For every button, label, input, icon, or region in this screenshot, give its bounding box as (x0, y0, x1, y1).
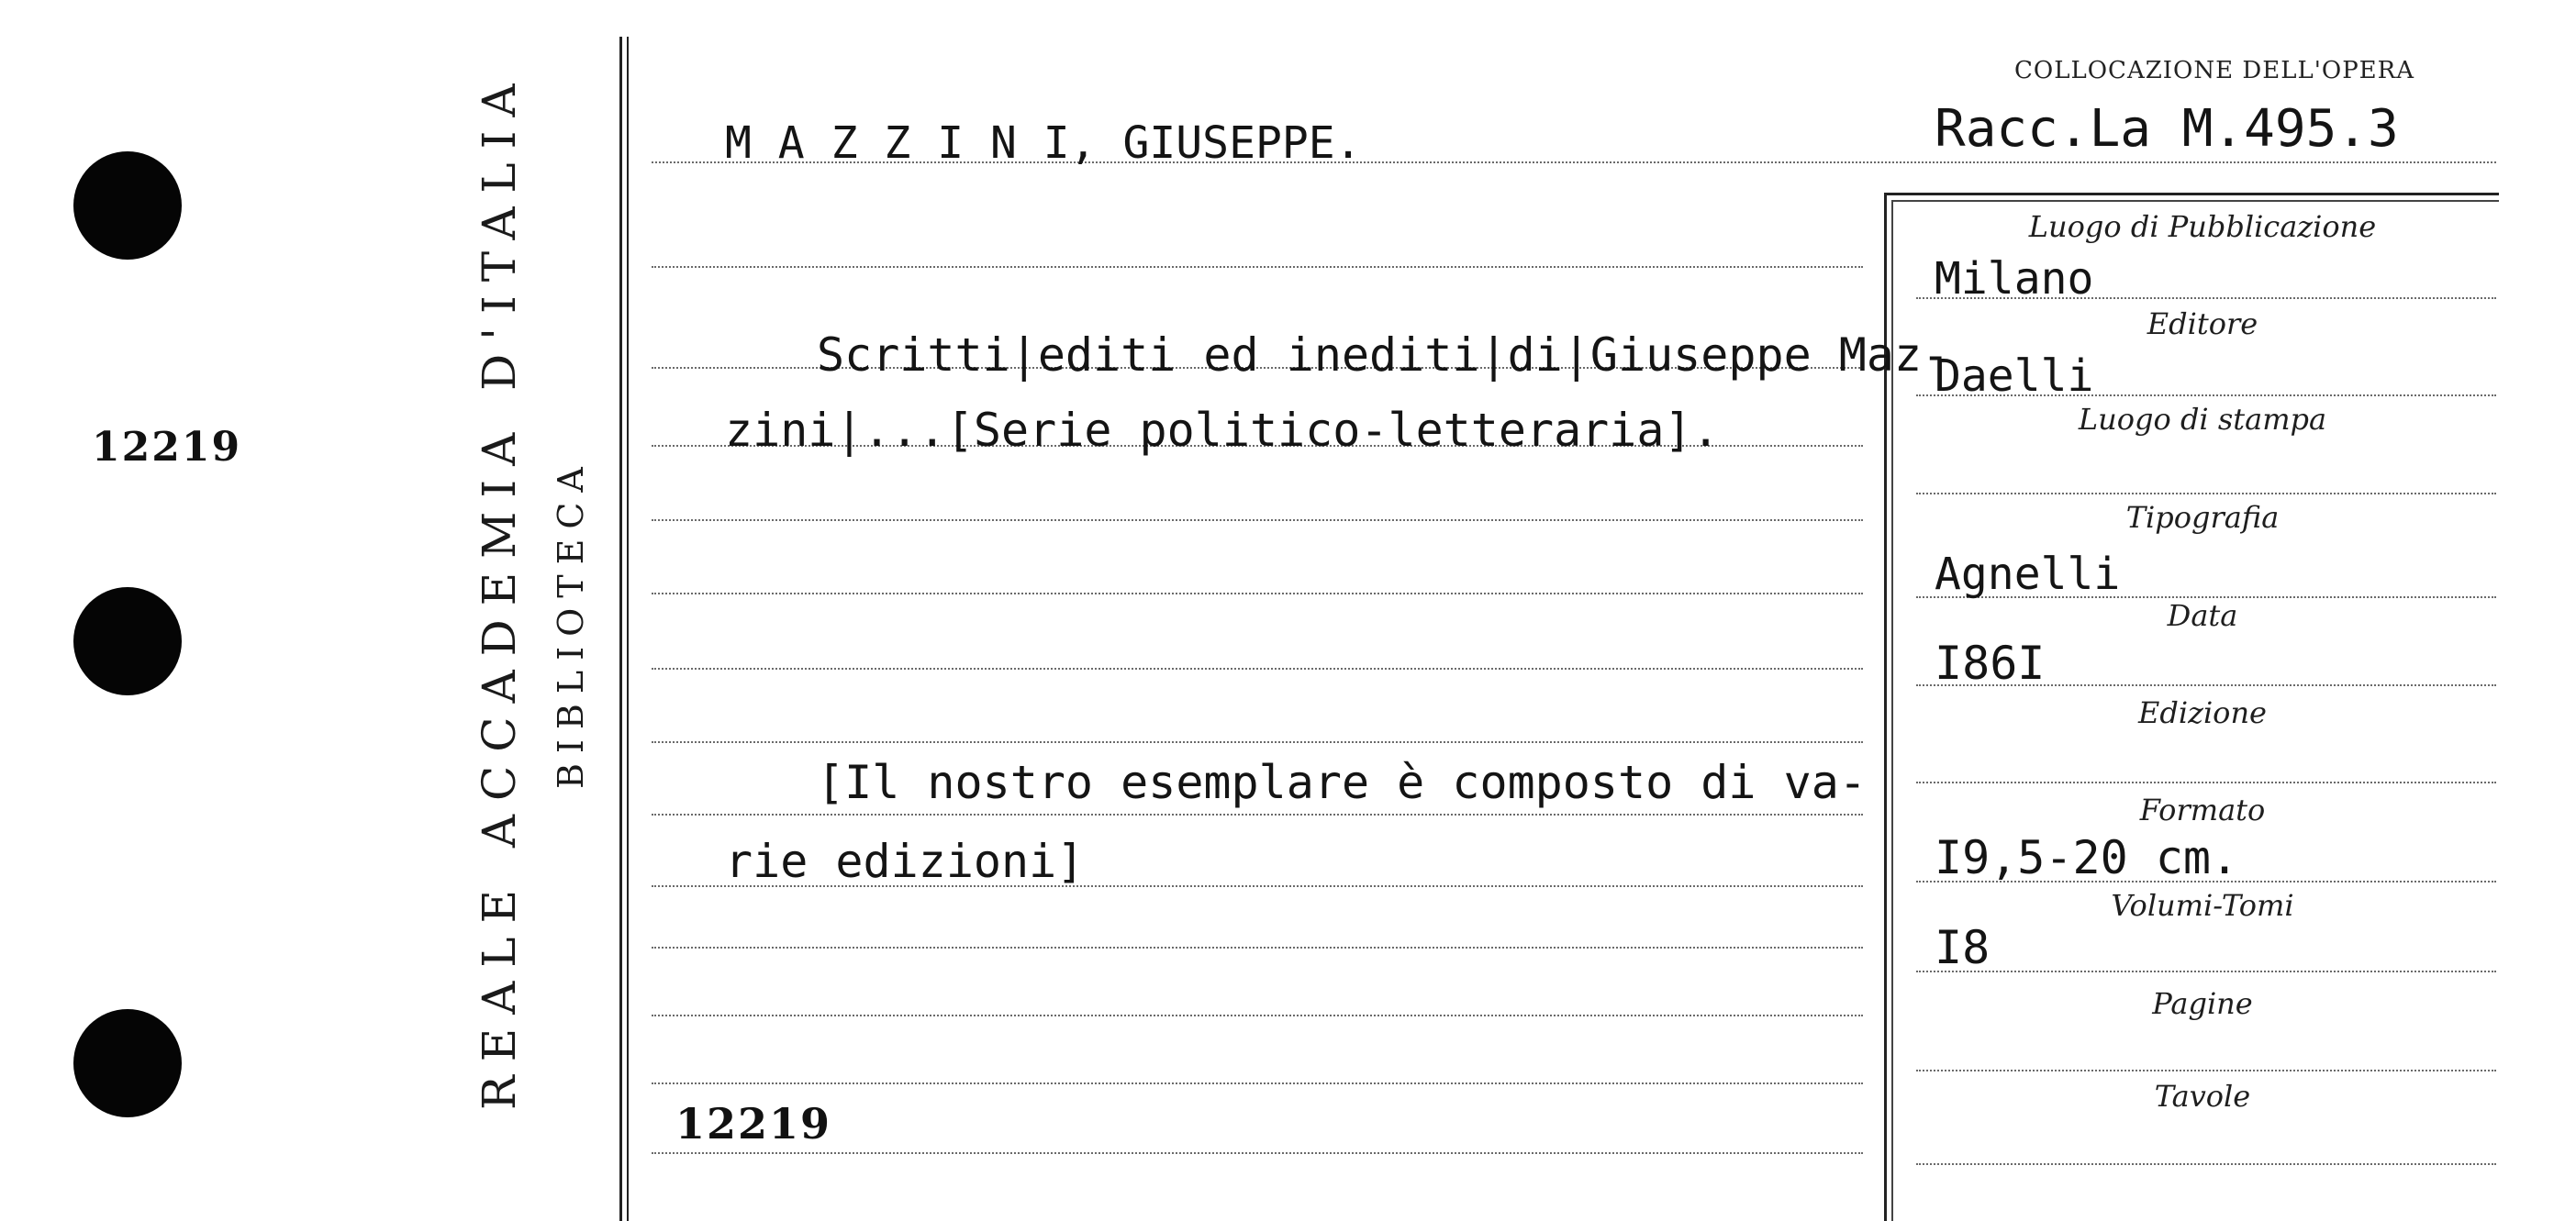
institution-department: BIBLIOTECA (551, 457, 591, 789)
line-11 (652, 947, 1863, 949)
line-12 (652, 1015, 1863, 1016)
shelfmark-value: Racc.La M.495.3 (1935, 99, 2399, 159)
label-luogo-pubblicazione: Luogo di Pubblicazione (2028, 209, 2377, 244)
title-line-2: zini|...[Serie politico-letteraria]. (725, 404, 1720, 457)
field-line-3 (1916, 493, 2496, 494)
field-line-6 (1916, 782, 2496, 783)
left-stamp-number: 12219 (92, 424, 242, 471)
line-7 (652, 668, 1863, 670)
field-line-9 (1916, 1070, 2496, 1071)
value-luogo-pubblicazione: Milano (1935, 253, 2094, 305)
note-line-2: rie edizioni] (725, 835, 1085, 888)
shelfmark-label: COLLOCAZIONE DELL'OPERA (2014, 57, 2415, 84)
label-tavole: Tavole (2154, 1079, 2251, 1114)
label-pagine: Pagine (2152, 986, 2253, 1021)
title-line-1: Scritti|editi ed inediti|di|Giuseppe Maz- (817, 328, 1950, 382)
value-editore: Daelli (1935, 350, 2094, 402)
value-volumi-tomi: I8 (1935, 921, 1991, 974)
line-6 (652, 593, 1863, 594)
left-margin-rule-inner (627, 37, 629, 1221)
label-edizione: Edizione (2138, 695, 2267, 730)
label-volumi-tomi: Volumi-Tomi (2111, 888, 2294, 923)
label-data: Data (2167, 598, 2238, 633)
line-5 (652, 519, 1863, 521)
author-heading: M A Z Z I N I, GIUSEPPE. (725, 117, 1362, 169)
inventory-number: 12219 (675, 1099, 832, 1149)
left-margin-rule (619, 37, 622, 1221)
punch-hole-middle (73, 587, 182, 695)
institution-name: REALE ACCADEMIA D'ITALIA (473, 70, 526, 1110)
value-tipografia: Agnelli (1935, 549, 2121, 600)
value-formato: I9,5-20 cm. (1935, 831, 2239, 884)
label-editore: Editore (2147, 306, 2258, 341)
note-line-1: [Il nostro esemplare è composto di va- (817, 756, 1867, 809)
label-formato: Formato (2139, 793, 2266, 827)
line-2 (652, 266, 1863, 268)
line-14 (652, 1152, 1863, 1154)
line-13 (652, 1082, 1863, 1084)
punch-hole-bottom (73, 1009, 182, 1117)
field-line-10 (1916, 1163, 2496, 1165)
punch-hole-top (73, 151, 182, 260)
value-data: I86I (1935, 637, 2046, 690)
line-9 (652, 814, 1863, 816)
details-box-top (1884, 193, 2499, 195)
line-8 (652, 741, 1863, 743)
details-box-top-inner (1891, 200, 2499, 202)
field-line-8 (1916, 971, 2496, 972)
label-luogo-stampa: Luogo di stampa (2078, 402, 2327, 437)
label-tipografia: Tipografia (2125, 500, 2280, 535)
